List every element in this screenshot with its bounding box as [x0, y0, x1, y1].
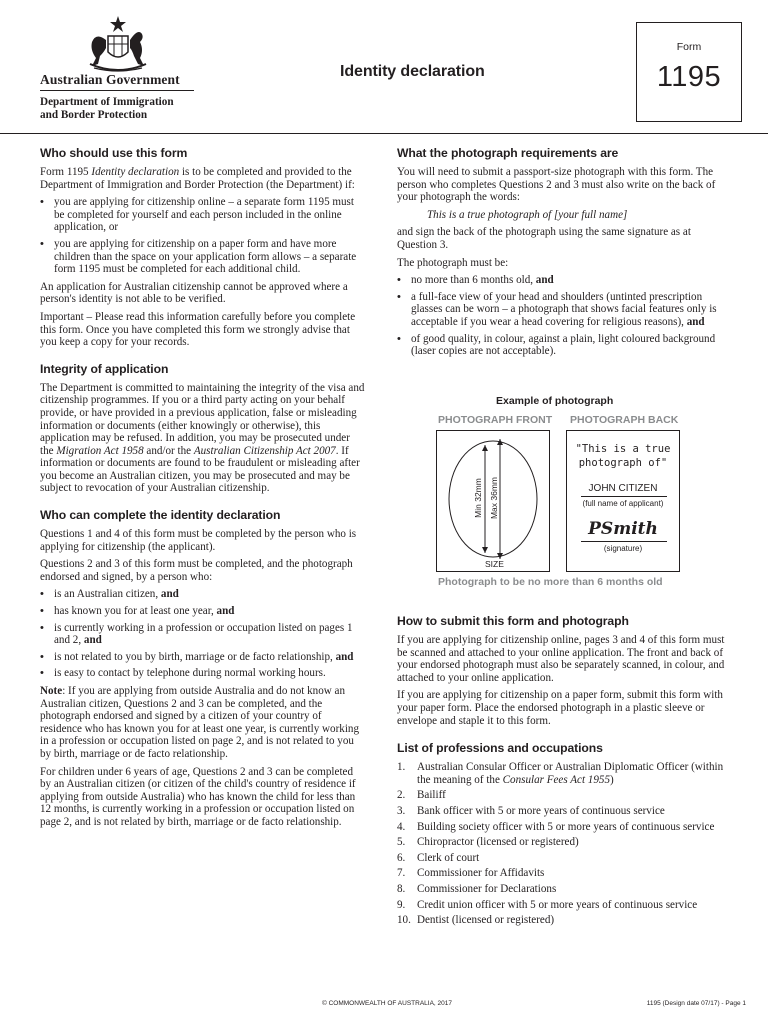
back-signature: PSmith — [588, 519, 658, 539]
section-heading-how-to-submit: How to submit this form and photograph — [397, 614, 629, 628]
list-item: • is not related to you by birth, marriage or de facto relationship, and — [40, 651, 366, 664]
list-item: • you are applying for citizenship on a paper form and have more children than the space on your application form allows – a separate form 1195 must be completed for each additional child. — [40, 238, 366, 276]
back-signature-caption: (signature) — [603, 544, 643, 553]
who-can-complete-para-2: Questions 2 and 3 of this form must be completed, and the photograph endorsed and signed, by a person who: — [40, 558, 353, 583]
coat-of-arms-logo — [80, 14, 156, 74]
list-item: 4. Building society officer with 5 or more years of continuous service — [397, 820, 715, 833]
photo-caption: Photograph to be no more than 6 months old — [438, 576, 663, 588]
max-size-label: Max 36mm — [489, 476, 500, 520]
example-photo-title: Example of photograph — [496, 395, 614, 407]
logo-divider — [40, 90, 194, 91]
list-item: 5. Chiropractor (licensed or registered) — [397, 836, 579, 849]
submit-para-2: If you are applying for citizenship on a paper form, submit this form with your paper form. Place the endorsed photograph in a plastic sleeve or envelope and staple it to this form. — [397, 689, 723, 727]
photo-quote: This is a true photograph of [your full name] — [427, 208, 628, 221]
submit-para-1: If you are applying for citizenship online, pages 3 and 4 of this form must be scanned and attached to your online application. The front and back of your endorsed photograph must also be separately scanned, in colour, and attached to your online application. — [397, 634, 725, 684]
page-title: Identity declaration — [340, 63, 485, 80]
children-para: For children under 6 years of age, Questions 2 and 3 can be completed by an Australian citizen (or citizen of the child's country of residence if applying from outside Australia) who has known the child for less than 12 months, is currently working in a profession or occupation listed on page 2, and is not related by birth, marriage or de facto relationship. — [40, 765, 356, 828]
form-label: Form — [676, 41, 702, 53]
back-quote-line-2: photograph of" — [578, 457, 668, 469]
back-signature-underline — [581, 541, 667, 542]
list-item: 3. Bank officer with 5 or more years of continuous service — [397, 804, 665, 817]
photo-back-frame — [566, 430, 680, 572]
list-item: 7. Commissioner for Affidavits — [397, 867, 545, 880]
section-heading-professions: List of professions and occupations — [397, 741, 603, 756]
footer-copyright: © COMMONWEALTH OF AUSTRALIA, 2017 — [322, 1000, 452, 1007]
left-column — [40, 146, 366, 834]
right-column — [397, 146, 727, 363]
form-number-box — [636, 22, 742, 122]
photo-req-para-3: The photograph must be: — [397, 256, 509, 269]
list-item: • is currently working in a profession or occupation listed on pages 1 and 2, and — [40, 622, 366, 647]
photo-front-label: PHOTOGRAPH FRONT — [438, 414, 553, 426]
photo-front-frame — [436, 430, 550, 572]
government-name: Australian Government — [40, 72, 180, 87]
list-item: • you are applying for citizenship online – a separate form 1195 must be completed for yourself and each person included in the online application, or — [40, 196, 366, 234]
photo-req-para-2: and sign the back of the photograph using the same signature as at Question 3. — [397, 226, 691, 251]
who-can-complete-para-1: Questions 1 and 4 of this form must be completed by the person who is applying for citizenship (the applicant). — [40, 528, 357, 553]
min-size-label: Min 32mm — [472, 478, 483, 518]
list-item: • is an Australian citizen, and — [40, 588, 366, 601]
list-item: 1. Australian Consular Officer or Australian Diplomatic Officer (within the meaning of the Consular Fees Act 1955) — [397, 761, 724, 786]
back-name-underline — [581, 496, 667, 497]
list-item: • is easy to contact by telephone during normal working hours. — [40, 667, 366, 680]
list-item: • of good quality, in colour, against a plain, light coloured background (laser copies are not acceptable). — [397, 333, 727, 358]
who-should-use-list — [40, 196, 366, 276]
list-item: • a full-face view of your head and shoulders (untinted prescription glasses can be worn – a photograph that shows facial features only is acceptable if you wear a head covering for religious reasons), and — [397, 291, 727, 329]
who-should-use-intro: Form 1195 Identity declaration is to be completed and provided to the Department of Immigration and Border Protection (the Department) if: — [40, 166, 355, 191]
size-label: SIZE — [485, 559, 504, 569]
note-para: Note: If you are applying from outside Australia and do not know an Australian citizen, Questions 2 and 3 can be completed, and the photograph endorsed and signed by a citizen of your country of residence who has known you for at least one year, is currently working in a profession or occupation listed on page 2, and is not related to you by birth, marriage or de facto relationship. — [40, 685, 360, 760]
section-heading-who-should-use: Who should use this form — [40, 146, 188, 160]
photo-req-para-1: You will need to submit a passport-size photograph with this form. The person who completes Questions 2 and 3 must also write on the back of your photograph the words: — [397, 166, 716, 204]
identity-verification-para: An application for Australian citizenship cannot be approved where a person's identity is not able to be verified. — [40, 280, 348, 306]
back-name-caption: (full name of applicant) — [582, 499, 664, 508]
list-item: 6. Clerk of court — [397, 851, 480, 864]
section-heading-who-can-complete: Who can complete the identity declaration — [40, 508, 281, 523]
list-item: • has known you for at least one year, and — [40, 605, 366, 618]
header-rule — [0, 133, 768, 134]
endorser-criteria-list — [40, 588, 366, 680]
list-item: 2. Bailiff — [397, 789, 446, 802]
photo-back-label: PHOTOGRAPH BACK — [570, 414, 679, 426]
form-number: 1195 — [656, 61, 722, 93]
list-item: 9. Credit union officer with 5 or more years of continuous service — [397, 898, 698, 911]
integrity-para: The Department is committed to maintaining the integrity of the visa and citizenship programmes. If you or a third party acting on your behalf provide, or have provided in a previous application, false or misleading information or documents (either knowingly or otherwise), this application may be refused. In addition, you may be prosecuted under the Migration Act 1958 and/or the Australian Citizenship Act 2007. If information or documents are found to be fraudulent or misleading after you become an Australian citizen, you may be prosecuted and may be subject to revocation of your Australian citizenship. — [40, 381, 365, 495]
section-heading-integrity: Integrity of application — [40, 361, 169, 376]
list-item: 10. Dentist (licensed or registered) — [397, 914, 555, 927]
footer-page-info: 1195 (Design date 07/17) - Page 1 — [646, 1000, 746, 1007]
important-para: Important – Please read this information carefully before you complete this form. Once you have completed this form we strongly advise that you keep a copy for your records. — [40, 310, 356, 349]
department-line-1: Department of Immigration — [40, 96, 174, 108]
section-heading-photo-requirements: What the photograph requirements are — [397, 146, 619, 160]
list-item: 8. Commissioner for Declarations — [397, 882, 557, 895]
back-name: JOHN CITIZEN — [588, 483, 658, 494]
professions-list — [397, 761, 727, 927]
right-column-lower — [397, 614, 727, 930]
list-item: • no more than 6 months old, and — [397, 274, 727, 287]
photo-req-list — [397, 274, 727, 358]
department-line-2: and Border Protection — [40, 109, 148, 121]
back-quote-line-1: "This is a true — [575, 443, 671, 455]
